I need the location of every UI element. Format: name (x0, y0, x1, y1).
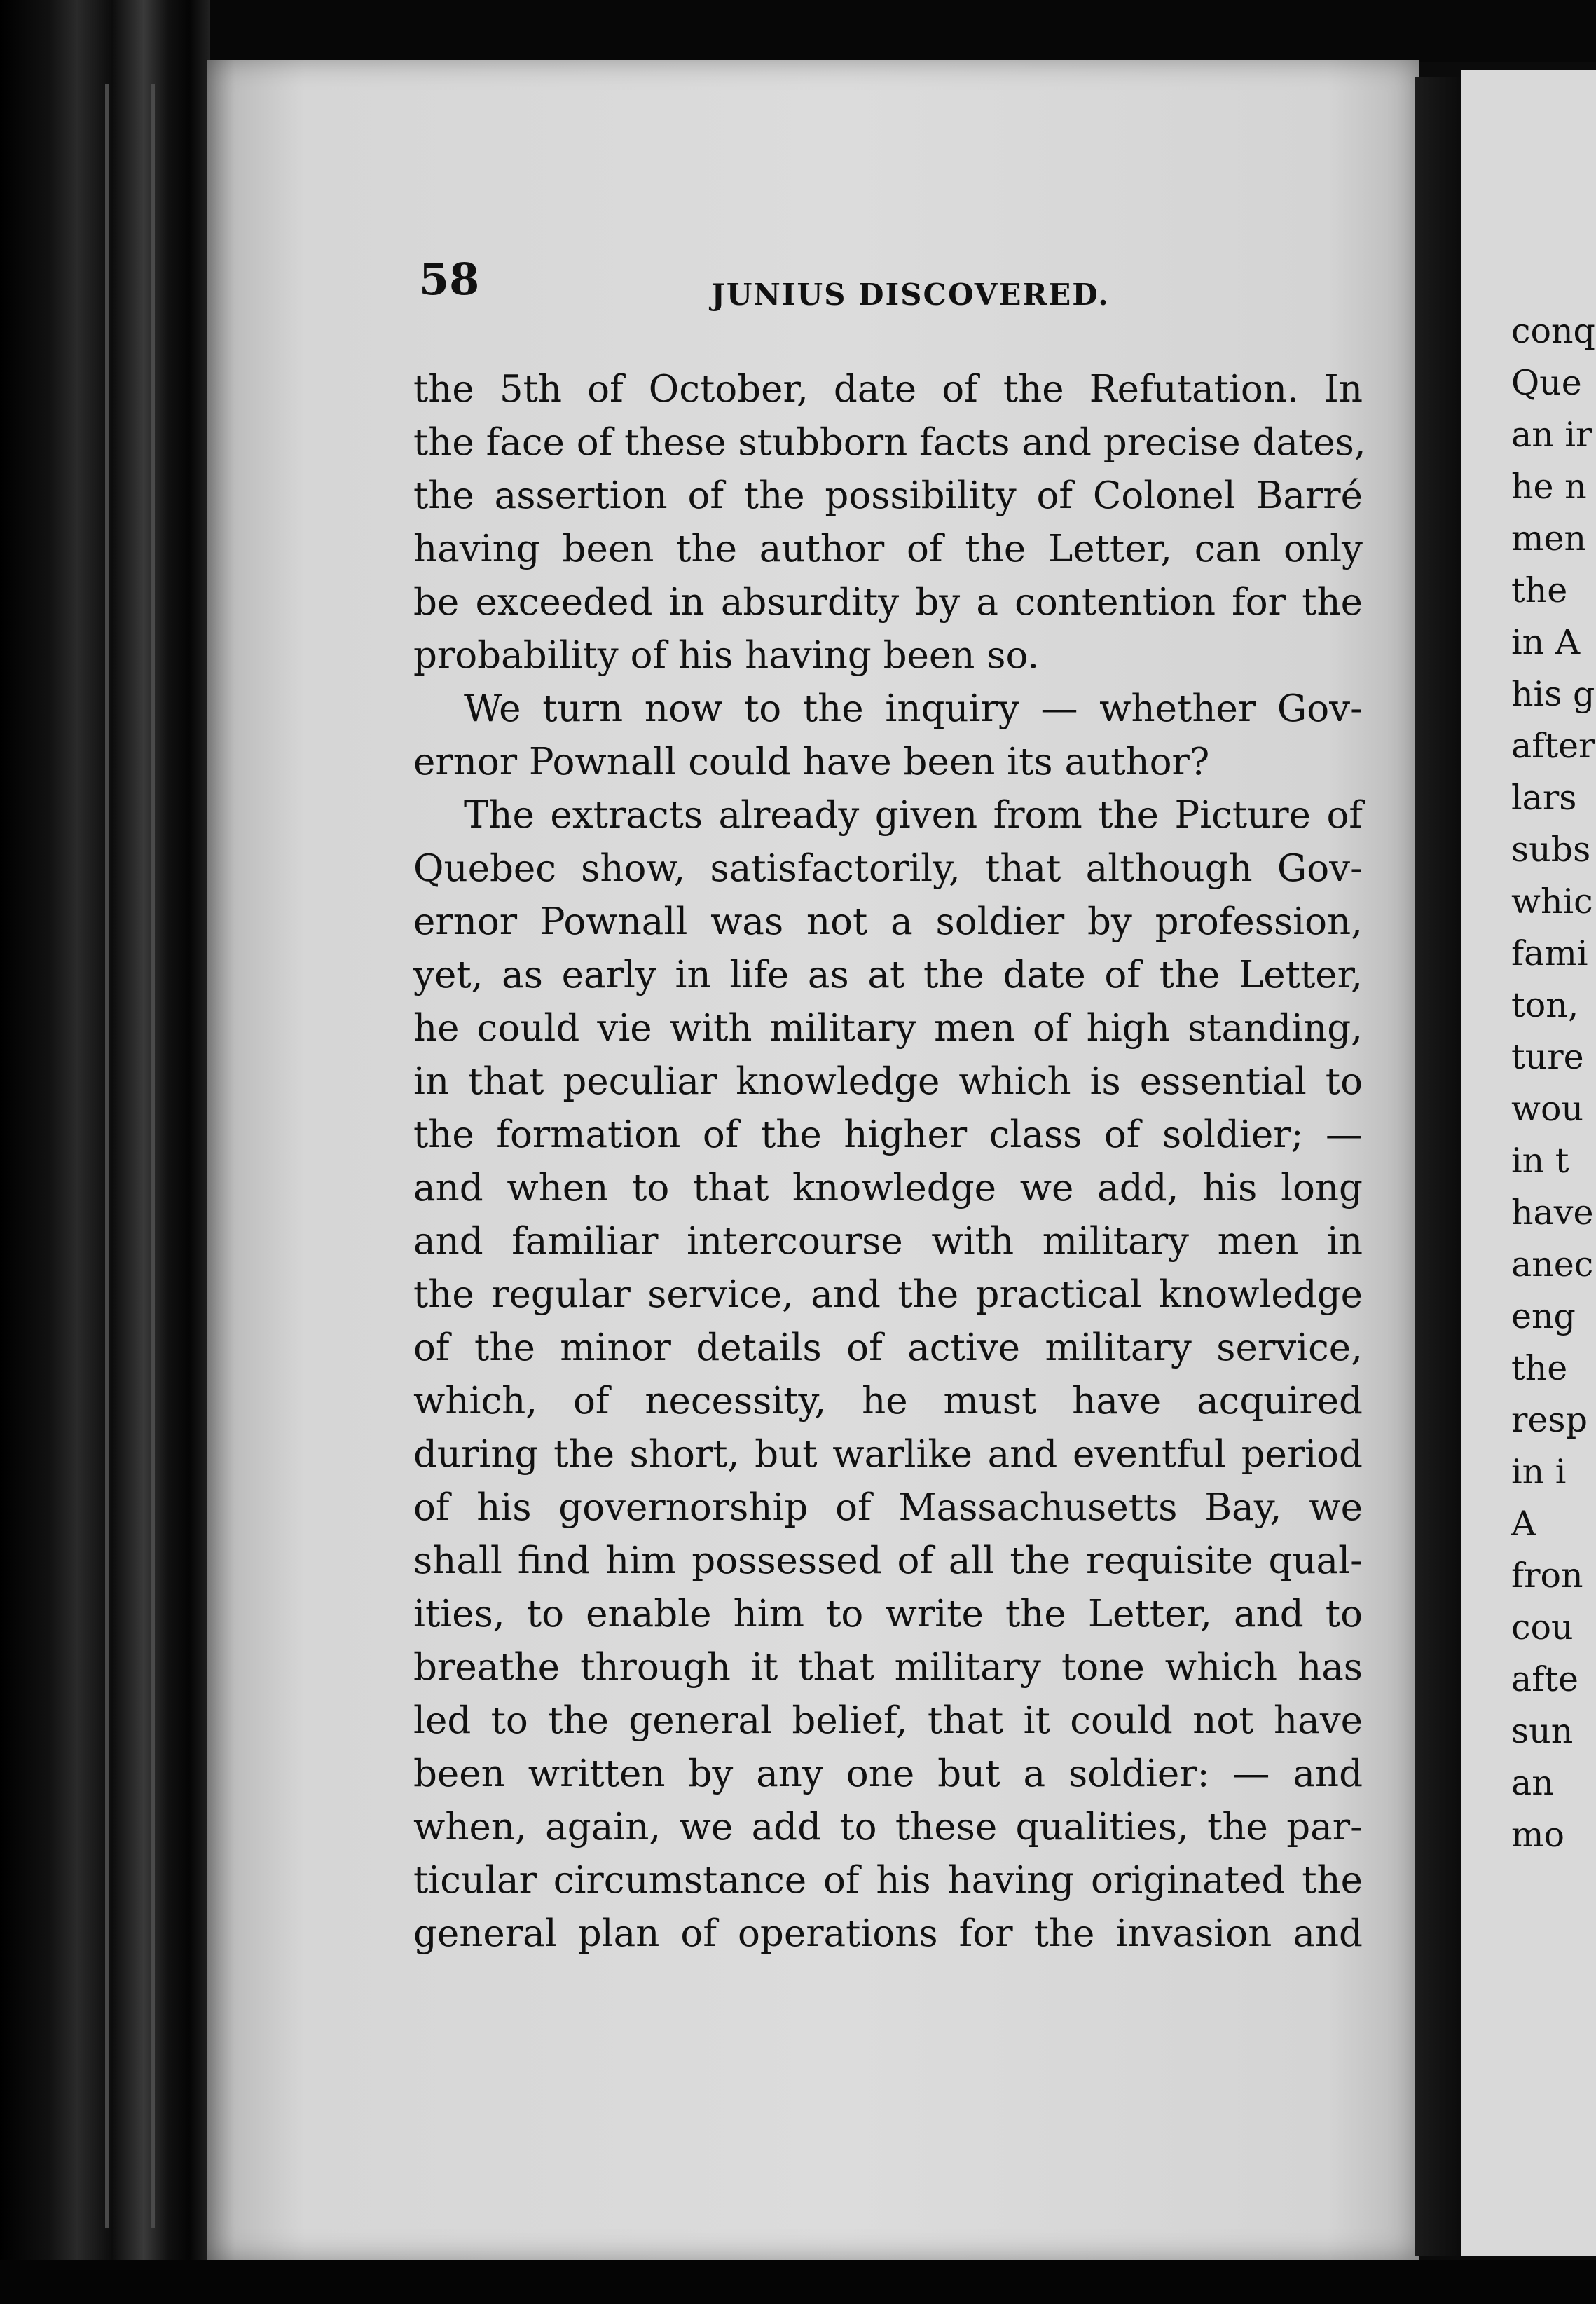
facing-line-fragment: conq (1511, 311, 1595, 351)
text-line: ernor Pownall could have been its author? (413, 741, 1210, 783)
text-line: be exceeded in absurdity by a contention for the (413, 581, 1363, 624)
facing-line-fragment: ton, (1511, 985, 1579, 1025)
facing-line-fragment: mo (1511, 1815, 1564, 1855)
binding-edge-line (151, 84, 155, 2228)
facing-line-fragment: sun (1511, 1711, 1574, 1751)
facing-line-fragment: eng (1511, 1296, 1576, 1336)
binding-edge-line (105, 84, 109, 2228)
text-line: the face of these stubborn facts and precise dates, (413, 421, 1366, 464)
text-line: the assertion of the possibility of Colonel Barré (413, 474, 1363, 517)
facing-line-fragment: afte (1511, 1659, 1579, 1699)
facing-line-fragment: fami (1511, 933, 1588, 973)
facing-line-fragment: an (1511, 1763, 1554, 1803)
text-line: ticular circumstance of his having originated the (413, 1859, 1363, 1902)
facing-line-fragment: men (1511, 519, 1587, 558)
page-number: 58 (419, 254, 480, 305)
facing-line-fragment: in t (1511, 1141, 1569, 1181)
text-line: of the minor details of active military service, (413, 1326, 1363, 1369)
facing-line-fragment: whic (1511, 882, 1593, 921)
text-line: The extracts already given from the Picture of (464, 794, 1363, 837)
text-line: the regular service, and the practical knowledge (413, 1273, 1363, 1316)
running-head: JUNIUS DISCOVERED. (711, 277, 1110, 312)
facing-line-fragment: lars (1511, 778, 1577, 818)
text-line: shall find him possessed of all the requisite qual- (413, 1540, 1363, 1582)
text-line: and when to that knowledge we add, his long (413, 1167, 1363, 1209)
facing-line-fragment: an ir (1511, 415, 1592, 455)
text-line: ernor Pownall was not a soldier by profession, (413, 900, 1363, 943)
facing-line-fragment: subs (1511, 830, 1591, 870)
scan-border-top (210, 0, 1596, 62)
text-line: probability of his having been so. (413, 634, 1040, 677)
text-line: the 5th of October, date of the Refutation. In (413, 368, 1363, 411)
text-line: during the short, but warlike and eventful period (413, 1433, 1363, 1476)
text-line: the formation of the higher class of soldier; — (413, 1113, 1363, 1156)
text-line: yet, as early in life as at the date of the Letter, (413, 954, 1363, 996)
text-line: which, of necessity, he must have acquired (413, 1380, 1363, 1422)
facing-line-fragment: cou (1511, 1607, 1574, 1647)
facing-line-fragment: the (1511, 570, 1568, 610)
facing-line-fragment: have (1511, 1193, 1594, 1233)
text-line: of his governorship of Massachusetts Bay, we (413, 1486, 1363, 1529)
facing-line-fragment: he n (1511, 467, 1587, 507)
facing-line-fragment: in i (1511, 1452, 1567, 1492)
facing-line-fragment: the (1511, 1348, 1568, 1388)
text-line: led to the general belief, that it could not have (413, 1699, 1363, 1742)
text-line: breathe through it that military tone which has (413, 1646, 1363, 1689)
text-line: having been the author of the Letter, can only (413, 528, 1363, 570)
facing-line-fragment: in A (1511, 622, 1581, 662)
text-line: he could vie with military men of high standing, (413, 1007, 1363, 1050)
text-line: ities, to enable him to write the Letter, and to (413, 1593, 1363, 1636)
text-line: been written by any one but a soldier: — and (413, 1753, 1363, 1795)
text-line: general plan of operations for the invasion and (413, 1912, 1363, 1955)
facing-line-fragment: his g (1511, 674, 1595, 714)
text-line: Quebec show, satisfactorily, that although Gov- (413, 847, 1363, 890)
scan-border-bottom (0, 2260, 1596, 2304)
text-line: We turn now to the inquiry — whether Gov- (464, 687, 1363, 730)
facing-line-fragment: ture (1511, 1037, 1584, 1077)
facing-line-fragment: Que (1511, 363, 1582, 403)
facing-line-fragment: after (1511, 726, 1595, 766)
text-line: and familiar intercourse with military men in (413, 1220, 1363, 1263)
facing-line-fragment: wou (1511, 1089, 1584, 1129)
facing-page (1461, 70, 1596, 2256)
body-text (413, 363, 1366, 1961)
text-line: when, again, we add to these qualities, the par- (413, 1806, 1363, 1849)
text-line: in that peculiar knowledge which is essential to (413, 1060, 1363, 1103)
facing-line-fragment: fron (1511, 1556, 1583, 1596)
facing-line-fragment: anec (1511, 1244, 1594, 1284)
facing-line-fragment: A (1511, 1504, 1536, 1544)
facing-line-fragment: resp (1511, 1400, 1588, 1440)
